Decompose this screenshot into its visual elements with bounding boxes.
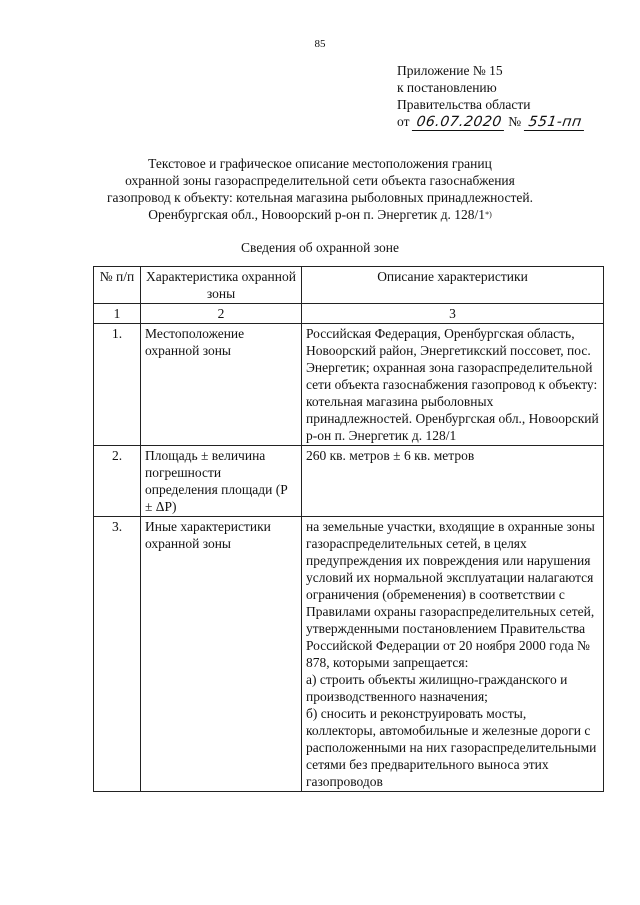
- title-line: газопровод к объекту: котельная магазина рыболовных принадлежностей.: [107, 190, 533, 205]
- row-description: Российская Федерация, Оренбургская область, Новоорский район, Энергетикский поссовет, пос. Энергетик; охранная зона газораспределительной сети объекта газоснабжения газопровод к объекту: котельная магазина рыболовных принадлежностей. Оренбургская обл., Новоорский р-он п. Энергетик д. 128/1: [302, 324, 604, 446]
- row-characteristic: Площадь ± величина погрешности определения площади (P ± ΔP): [141, 446, 302, 517]
- appendix-line: к постановлению: [397, 80, 497, 95]
- header-cell: Характеристика охранной зоны: [141, 267, 302, 304]
- table-row: [94, 517, 604, 792]
- section-subtitle: Сведения об охранной зоне: [241, 240, 399, 255]
- row-number: 1.: [94, 324, 141, 446]
- column-number-row: [94, 304, 604, 324]
- document-title: [60, 155, 580, 223]
- appendix-block: [397, 62, 585, 131]
- number-label: №: [508, 114, 522, 129]
- handwritten-date: 06.07.2020: [412, 115, 506, 131]
- column-number: 1: [94, 304, 141, 324]
- row-description: 260 кв. метров ± 6 кв. метров: [302, 446, 604, 517]
- page-number: 85: [314, 38, 326, 50]
- row-description: [302, 517, 604, 792]
- row-characteristic: Иные характеристики охранной зоны: [141, 517, 302, 792]
- from-label: от: [397, 114, 410, 129]
- title-line: Текстовое и графическое описание местоположения границ: [148, 156, 492, 171]
- appendix-date-line: [397, 113, 585, 131]
- restriction-item-a: а) строить объекты жилищно-гражданского и производственного назначения;: [306, 672, 568, 704]
- header-cell: № п/п: [94, 267, 141, 304]
- table-row: [94, 324, 604, 446]
- column-number: 3: [302, 304, 604, 324]
- description-paragraph: на земельные участки, входящие в охранные зоны газораспределительных сетей, в целях предупреждения их повреждения или нарушения условий их нормальной эксплуатации налагаются ограничения (обременения) в соответствии с Правилами охраны газораспределительных сетей, утвержденными постановлением Правительства Российской Федерации от 20 ноября 2000 года № 878, которыми запрещается:: [306, 519, 595, 670]
- column-number: 2: [141, 304, 302, 324]
- row-number: 3.: [94, 517, 141, 792]
- header-cell: Описание характеристики: [302, 267, 604, 304]
- restriction-item-b: б) сносить и реконструировать мосты, коллекторы, автомобильные и железные дороги с расположенными на них газораспределительными сетями без предварительного выноса этих газопроводов: [306, 706, 597, 789]
- appendix-line: Приложение № 15: [397, 63, 503, 78]
- title-line: охранной зоны газораспределительной сети объекта газоснабжения: [125, 173, 515, 188]
- table-row: [94, 446, 604, 517]
- title-address: Оренбургская обл., Новоорский р-он п. Энергетик д. 128/1: [148, 207, 486, 222]
- title-line: [60, 206, 580, 223]
- appendix-line: Правительства области: [397, 97, 531, 112]
- handwritten-number: 551-пп: [523, 115, 585, 131]
- footnote-mark: *): [485, 210, 492, 219]
- row-characteristic: Местоположение охранной зоны: [141, 324, 302, 446]
- table-header-row: [94, 267, 604, 304]
- row-number: 2.: [94, 446, 141, 517]
- zone-info-table: [93, 266, 604, 792]
